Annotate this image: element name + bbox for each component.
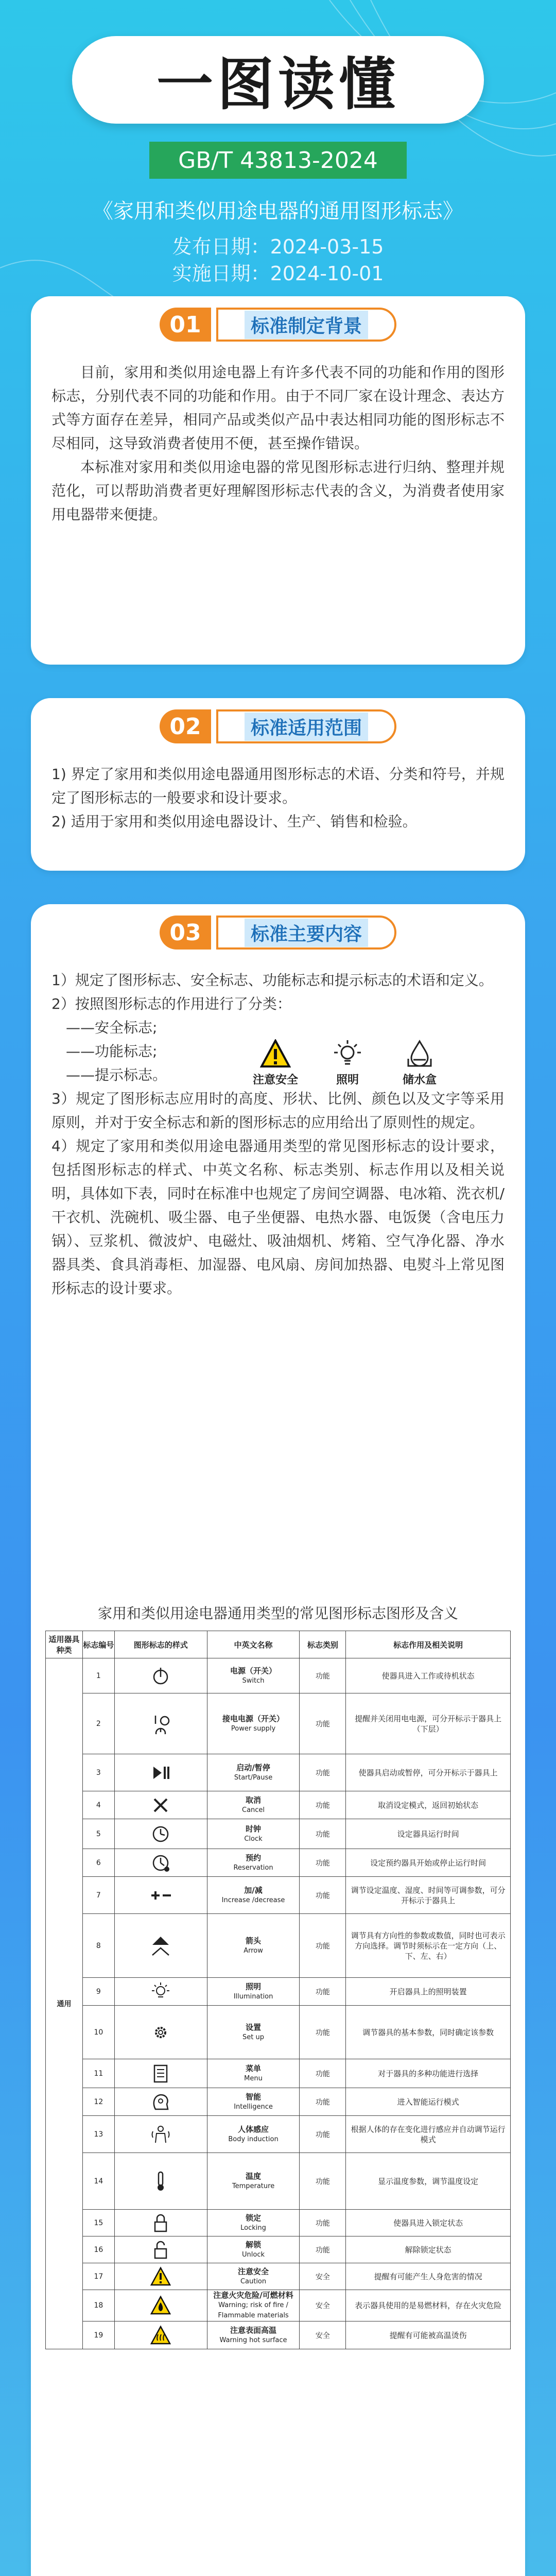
cancel-icon bbox=[150, 1795, 171, 1816]
description-cell: 对于器具的多种功能进行选择 bbox=[346, 2059, 511, 2088]
clock-icon bbox=[150, 1824, 171, 1844]
symbol-cell bbox=[114, 1914, 207, 1978]
description-cell: 显示温度参数，调节温度设定 bbox=[346, 2153, 511, 2210]
section-content bbox=[31, 904, 525, 2576]
symbol-cell bbox=[114, 1819, 207, 1849]
description-cell: 调节器具的基本参数，同时确定该参数 bbox=[346, 2006, 511, 2059]
caution-icon bbox=[260, 1039, 291, 1068]
type-cell: 功能 bbox=[300, 2088, 346, 2116]
table-row bbox=[46, 1978, 511, 2006]
name-en: Power supply bbox=[231, 1724, 276, 1733]
description-cell: 开启器具上的照明装置 bbox=[346, 1978, 511, 2006]
table-header-cell: 标志类别 bbox=[300, 1631, 346, 1658]
table-header-cell: 适用器具种类 bbox=[46, 1631, 83, 1658]
table-row bbox=[46, 2321, 511, 2349]
flammable-icon bbox=[150, 2295, 171, 2316]
section-body bbox=[51, 762, 505, 834]
list-item: ——功能标志; bbox=[66, 1043, 158, 1060]
type-cell: 功能 bbox=[300, 1877, 346, 1914]
number-cell: 11 bbox=[82, 2059, 114, 2088]
name-en: Unlock bbox=[242, 2250, 265, 2259]
name-zh: 设置 bbox=[246, 2022, 262, 2032]
symbol-cell bbox=[114, 1754, 207, 1791]
table-row bbox=[46, 1819, 511, 1849]
setup-icon bbox=[150, 2022, 171, 2043]
name-en: Caution bbox=[240, 2277, 267, 2285]
name-en: Switch bbox=[242, 1676, 265, 1685]
name-zh: 注意表面高温 bbox=[230, 2325, 277, 2335]
description-cell: 设定器具运行时间 bbox=[346, 1819, 511, 1849]
name-zh: 预约 bbox=[246, 1853, 262, 1862]
table-row bbox=[46, 1849, 511, 1877]
table-row bbox=[46, 1754, 511, 1791]
symbol-cell bbox=[114, 1791, 207, 1819]
name-en: Clock bbox=[244, 1835, 263, 1843]
intelligence-icon bbox=[150, 2092, 171, 2112]
name-zh: 电源（开关） bbox=[230, 1666, 277, 1675]
section-title: 标准主要内容 bbox=[216, 916, 396, 950]
number-cell: 9 bbox=[82, 1978, 114, 2006]
name-zh: 加/减 bbox=[244, 1885, 263, 1895]
description-cell: 使器具进入锁定状态 bbox=[346, 2210, 511, 2236]
number-cell: 10 bbox=[82, 2006, 114, 2059]
list-item: ——提示标志。 bbox=[66, 1066, 167, 1083]
name-cell bbox=[207, 1791, 300, 1819]
table-header-cell: 标志编号 bbox=[82, 1631, 114, 1658]
name-en: Illumination bbox=[233, 1992, 273, 2001]
name-zh: 照明 bbox=[246, 1981, 262, 1991]
name-cell bbox=[207, 2236, 300, 2263]
table-row bbox=[46, 1791, 511, 1819]
description-cell: 解除锁定状态 bbox=[346, 2236, 511, 2263]
name-cell bbox=[207, 2321, 300, 2349]
name-cell bbox=[207, 2263, 300, 2290]
temperature-icon bbox=[150, 2171, 171, 2192]
name-zh: 人体感应 bbox=[238, 2124, 269, 2134]
section-title: 标准适用范围 bbox=[216, 709, 396, 743]
description-cell: 根据人体的存在变化进行感应并自动调节运行模式 bbox=[346, 2116, 511, 2153]
section-header bbox=[160, 709, 396, 743]
table-row bbox=[46, 1693, 511, 1754]
section-title: 标准制定背景 bbox=[216, 308, 396, 342]
symbol-cell bbox=[114, 2263, 207, 2290]
section-background bbox=[31, 296, 525, 665]
name-zh: 解锁 bbox=[246, 2240, 262, 2249]
caution-icon bbox=[150, 2266, 171, 2287]
standard-name: 《家用和类似用途电器的通用图形标志》 bbox=[93, 199, 463, 223]
type-cell: 功能 bbox=[300, 1849, 346, 1877]
list-item: 1）规定了图形标志、安全标志、功能标志和提示标志的术语和定义。 bbox=[51, 972, 493, 989]
standard-number: GB/T 43813-2024 bbox=[149, 142, 407, 179]
table-row bbox=[46, 1877, 511, 1914]
unlock-icon bbox=[150, 2240, 171, 2260]
description-cell: 表示器具使用的是易燃材料，存在火灾危险 bbox=[346, 2290, 511, 2321]
name-cell bbox=[207, 1754, 300, 1791]
name-cell bbox=[207, 1978, 300, 2006]
symbol-cell bbox=[114, 1849, 207, 1877]
number-cell: 8 bbox=[82, 1914, 114, 1978]
section-number: 01 bbox=[160, 308, 211, 342]
name-zh: 菜单 bbox=[246, 2063, 262, 2073]
name-en: Menu bbox=[244, 2074, 263, 2082]
number-cell: 17 bbox=[82, 2263, 114, 2290]
name-cell bbox=[207, 2116, 300, 2153]
name-en: Cancel bbox=[242, 1806, 265, 1814]
list-item: 4）规定了家用和类似用途电器通用类型的常见图形标志的设计要求，包括图形标志的样式、中英文名称、标志类别、标志作用以及相关说明，具体如下表，同时在标准中也规定了房间空调器、电冰箱、洗衣机/干衣机、洗碗机、吸尘器、电子坐便器、电热水器、电饭煲（含电压力锅）、豆浆机、微波炉、电磁灶、吸油烟机、烤箱、空气净化器、净水器具类、食具消毒柜、加湿器、电风扇、房间加热器、电熨斗上常见图形标志的设计要求。 bbox=[51, 1138, 505, 1297]
symbol-table bbox=[45, 1631, 511, 2349]
table-header bbox=[46, 1631, 511, 1658]
table-row bbox=[46, 2088, 511, 2116]
table-header-cell: 中英文名称 bbox=[207, 1631, 300, 1658]
name-cell bbox=[207, 2006, 300, 2059]
number-cell: 4 bbox=[82, 1791, 114, 1819]
type-cell: 安全 bbox=[300, 2290, 346, 2321]
hot-surface-icon bbox=[150, 2325, 171, 2346]
symbol-cell bbox=[114, 2088, 207, 2116]
icon-example: 注意安全 bbox=[239, 1039, 311, 1087]
name-en: Start/Pause bbox=[234, 1773, 273, 1782]
description-cell: 使器具启动或暂停，可分开标示于器具上 bbox=[346, 1754, 511, 1791]
name-en: Set up bbox=[242, 2033, 265, 2041]
type-cell: 功能 bbox=[300, 1819, 346, 1849]
section-number: 03 bbox=[160, 916, 211, 950]
number-cell: 15 bbox=[82, 2210, 114, 2236]
number-cell: 2 bbox=[82, 1693, 114, 1754]
number-cell: 7 bbox=[82, 1877, 114, 1914]
power-supply-icon bbox=[150, 1714, 171, 1734]
name-en: Reservation bbox=[233, 1863, 273, 1872]
name-cell bbox=[207, 1849, 300, 1877]
symbol-cell bbox=[114, 2210, 207, 2236]
illumination-icon bbox=[332, 1039, 363, 1068]
water-box-icon bbox=[404, 1039, 435, 1068]
table-header-cell: 图形标志的样式 bbox=[114, 1631, 207, 1658]
paragraph: 本标准对家用和类似用途电器的常见图形标志进行归纳、整理并规范化，可以帮助消费者更好理解图形标志代表的含义，为消费者使用家用电器带来便捷。 bbox=[51, 459, 505, 523]
symbol-cell bbox=[114, 2059, 207, 2088]
number-cell: 16 bbox=[82, 2236, 114, 2263]
name-cell bbox=[207, 1877, 300, 1914]
description-cell: 调节具有方向性的参数或数值，同时也可表示方向选择。调节时须标示在一定方向（上、下、左、右） bbox=[346, 1914, 511, 1978]
type-cell: 功能 bbox=[300, 1693, 346, 1754]
symbol-cell bbox=[114, 2236, 207, 2263]
symbol-cell bbox=[114, 1978, 207, 2006]
symbol-cell bbox=[114, 1877, 207, 1914]
list-item: 1) 界定了家用和类似用途电器通用图形标志的术语、分类和符号，并规定了图形标志的一般要求和设计要求。 bbox=[51, 766, 505, 806]
table-row bbox=[46, 1914, 511, 1978]
name-en: Increase /decrease bbox=[221, 1896, 285, 1904]
name-zh: 智能 bbox=[246, 2092, 262, 2102]
icon-example: 储水盒 bbox=[384, 1039, 456, 1087]
description-cell: 调节设定温度、湿度、时间等可调参数，可分开标示于器具上 bbox=[346, 1877, 511, 1914]
table-caption: 家用和类似用途电器通用类型的常见图形标志图形及含义 bbox=[97, 1605, 458, 1622]
name-cell bbox=[207, 1693, 300, 1754]
type-cell: 功能 bbox=[300, 1914, 346, 1978]
type-cell: 功能 bbox=[300, 1791, 346, 1819]
table-row bbox=[46, 1658, 511, 1693]
name-cell bbox=[207, 1819, 300, 1849]
implement-date: 实施日期：2024-10-01 bbox=[172, 262, 384, 285]
name-zh: 启动/暂停 bbox=[236, 1762, 270, 1772]
type-cell: 功能 bbox=[300, 2059, 346, 2088]
paragraph: 目前，家用和类似用途电器上有许多代表不同的功能和作用的图形标志，分别代表不同的功能和作用。由于不同厂家在设计理念、表达方式等方面存在差异，相同产品或类似产品中表达相同功能的图形标志不尽相同，这导致消费者使用不便，甚至操作错误。 bbox=[51, 364, 505, 452]
type-cell: 功能 bbox=[300, 2236, 346, 2263]
name-en: Locking bbox=[240, 2224, 266, 2232]
name-zh: 温度 bbox=[246, 2171, 262, 2181]
table-row bbox=[46, 2210, 511, 2236]
number-cell: 13 bbox=[82, 2116, 114, 2153]
plus-minus-icon bbox=[150, 1885, 171, 1906]
type-cell: 功能 bbox=[300, 1978, 346, 2006]
name-cell bbox=[207, 1914, 300, 1978]
reservation-icon bbox=[150, 1853, 171, 1873]
name-zh: 锁定 bbox=[246, 2213, 262, 2223]
table-row bbox=[46, 2059, 511, 2088]
description-cell: 设定预约器具开始或停止运行时间 bbox=[346, 1849, 511, 1877]
name-zh: 接电电源（开关） bbox=[222, 1714, 285, 1723]
name-cell bbox=[207, 2210, 300, 2236]
symbol-cell bbox=[114, 2116, 207, 2153]
symbol-cell bbox=[114, 2290, 207, 2321]
section-number: 02 bbox=[160, 709, 211, 743]
table-row bbox=[46, 2263, 511, 2290]
table-header-cell: 标志作用及相关说明 bbox=[346, 1631, 511, 1658]
list-item: ——安全标志; bbox=[66, 1019, 158, 1036]
name-zh: 时钟 bbox=[246, 1824, 262, 1834]
type-cell: 功能 bbox=[300, 2116, 346, 2153]
menu-icon bbox=[150, 2063, 171, 2084]
start-pause-icon bbox=[150, 1762, 171, 1783]
type-cell: 安全 bbox=[300, 2263, 346, 2290]
table-row bbox=[46, 2006, 511, 2059]
description-cell: 提醒并关闭用电电源，可分开标示于器具上（下层） bbox=[346, 1693, 511, 1754]
number-cell: 6 bbox=[82, 1849, 114, 1877]
number-cell: 18 bbox=[82, 2290, 114, 2321]
name-en: Warning hot surface bbox=[219, 2336, 287, 2344]
publish-date: 发布日期：2024-03-15 bbox=[172, 235, 384, 258]
type-cell: 功能 bbox=[300, 1754, 346, 1791]
name-cell bbox=[207, 1658, 300, 1693]
symbol-cell bbox=[114, 1658, 207, 1693]
icon-examples bbox=[239, 1039, 456, 1087]
symbol-cell bbox=[114, 2153, 207, 2210]
section-scope bbox=[31, 698, 525, 871]
table-row bbox=[46, 2290, 511, 2321]
name-en: Body induction bbox=[228, 2135, 279, 2143]
number-cell: 19 bbox=[82, 2321, 114, 2349]
description-cell: 提醒有可能被高温烫伤 bbox=[346, 2321, 511, 2349]
section-body bbox=[51, 969, 505, 1300]
table-row bbox=[46, 2116, 511, 2153]
arrow-icon bbox=[150, 1936, 171, 1956]
type-cell: 功能 bbox=[300, 2210, 346, 2236]
list-item: 2) 适用于家用和类似用途电器设计、生产、销售和检验。 bbox=[51, 813, 417, 830]
description-cell: 取消设定模式，返回初始状态 bbox=[346, 1791, 511, 1819]
name-zh: 注意火灾危险/可燃材料 bbox=[213, 2291, 293, 2300]
illumination-icon bbox=[150, 1981, 171, 2002]
locking-icon bbox=[150, 2213, 171, 2233]
table-row bbox=[46, 2153, 511, 2210]
type-cell: 功能 bbox=[300, 2006, 346, 2059]
type-cell: 功能 bbox=[300, 1658, 346, 1693]
name-cell bbox=[207, 2088, 300, 2116]
symbol-cell bbox=[114, 2321, 207, 2349]
number-cell: 12 bbox=[82, 2088, 114, 2116]
list-item: 3）规定了图形标志应用时的高度、形状、比例、颜色以及文字等采用原则，并对于安全标志和新的图形标志的应用给出了原则性的规定。 bbox=[51, 1090, 505, 1131]
symbol-cell bbox=[114, 2006, 207, 2059]
name-zh: 注意安全 bbox=[238, 2266, 269, 2276]
number-cell: 5 bbox=[82, 1819, 114, 1849]
switch-icon bbox=[150, 1666, 171, 1686]
name-cell bbox=[207, 2153, 300, 2210]
main-title: 一图读懂 bbox=[72, 36, 484, 124]
description-cell: 提醒有可能产生人身危害的情况 bbox=[346, 2263, 511, 2290]
symbol-cell bbox=[114, 1693, 207, 1754]
section-body bbox=[51, 361, 505, 527]
type-cell: 安全 bbox=[300, 2321, 346, 2349]
name-cell bbox=[207, 2059, 300, 2088]
section-header bbox=[160, 308, 396, 342]
table-row bbox=[46, 2236, 511, 2263]
number-cell: 1 bbox=[82, 1658, 114, 1693]
category-cell: 通用 bbox=[46, 1658, 83, 2349]
name-en: Arrow bbox=[244, 1946, 263, 1955]
type-cell: 功能 bbox=[300, 2153, 346, 2210]
name-zh: 取消 bbox=[246, 1795, 262, 1805]
name-en: Temperature bbox=[232, 2182, 275, 2190]
list-item: 2）按照图形标志的作用进行了分类： bbox=[51, 995, 291, 1012]
icon-example: 照明 bbox=[311, 1039, 384, 1087]
number-cell: 3 bbox=[82, 1754, 114, 1791]
number-cell: 14 bbox=[82, 2153, 114, 2210]
description-cell: 进入智能运行模式 bbox=[346, 2088, 511, 2116]
body-induction-icon bbox=[150, 2124, 171, 2145]
name-en: Intelligence bbox=[234, 2103, 273, 2111]
name-zh: 箭头 bbox=[246, 1936, 262, 1945]
name-cell bbox=[207, 2290, 300, 2321]
name-en: Warning; risk of fire / Flammable materials bbox=[218, 2301, 289, 2319]
description-cell: 使器具进入工作或待机状态 bbox=[346, 1658, 511, 1693]
section-header bbox=[160, 916, 396, 950]
